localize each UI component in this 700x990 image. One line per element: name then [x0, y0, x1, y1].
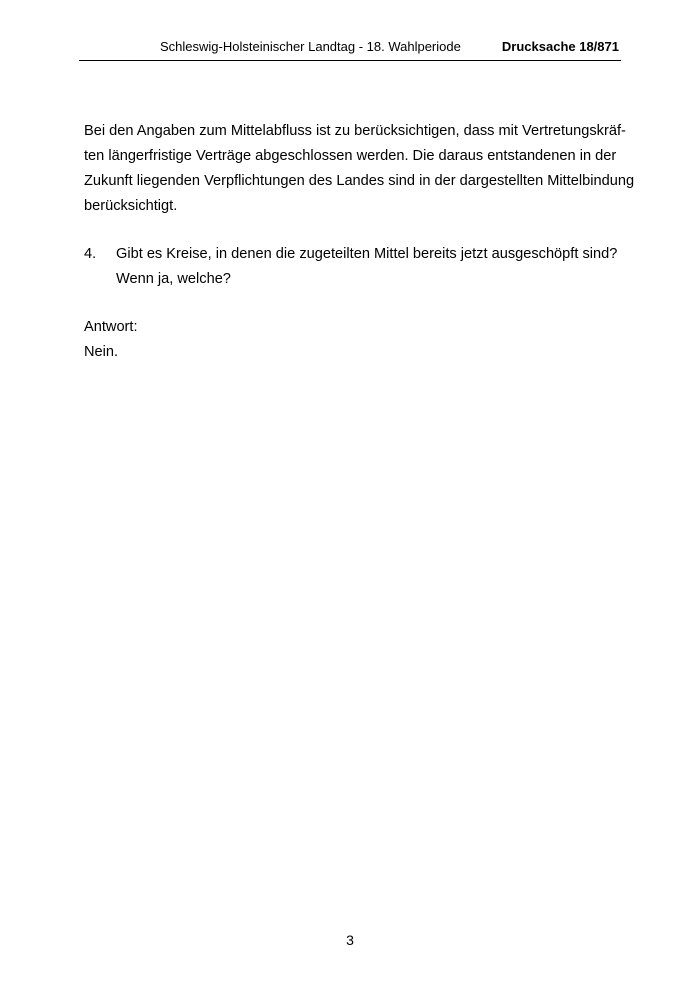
- body-paragraph: [84, 119, 635, 219]
- question-item: [84, 242, 618, 292]
- question-line: Gibt es Kreise, in denen die zugeteilten Mittel bereits jetzt ausgeschöpft sind?: [116, 246, 618, 262]
- question-line: Wenn ja, welche?: [116, 271, 231, 287]
- answer-text: Nein.: [84, 344, 119, 360]
- paragraph-line: ten längerfristige Verträge abgeschlossen werden. Die daraus entstandenen in der: [84, 148, 617, 164]
- answer-block: [84, 315, 612, 365]
- page-content: [84, 119, 635, 365]
- page-header: [79, 38, 621, 61]
- page-number: 3: [346, 932, 354, 948]
- answer-label: Antwort:: [84, 319, 138, 335]
- paragraph-line: Zukunft liegenden Verpflichtungen des Landes sind in der dargestellten Mittelbindung: [84, 173, 635, 189]
- paragraph-line: berücksichtigt.: [84, 198, 178, 214]
- document-number: Drucksache 18/871: [501, 39, 619, 54]
- paragraph-line: Bei den Angaben zum Mittelabfluss ist zu berücksichtigen, dass mit Vertretungskräf-: [84, 123, 626, 139]
- header-title: Schleswig-Holsteinischer Landtag - 18. Wahlperiode: [160, 39, 461, 54]
- question-number: 4.: [84, 246, 97, 262]
